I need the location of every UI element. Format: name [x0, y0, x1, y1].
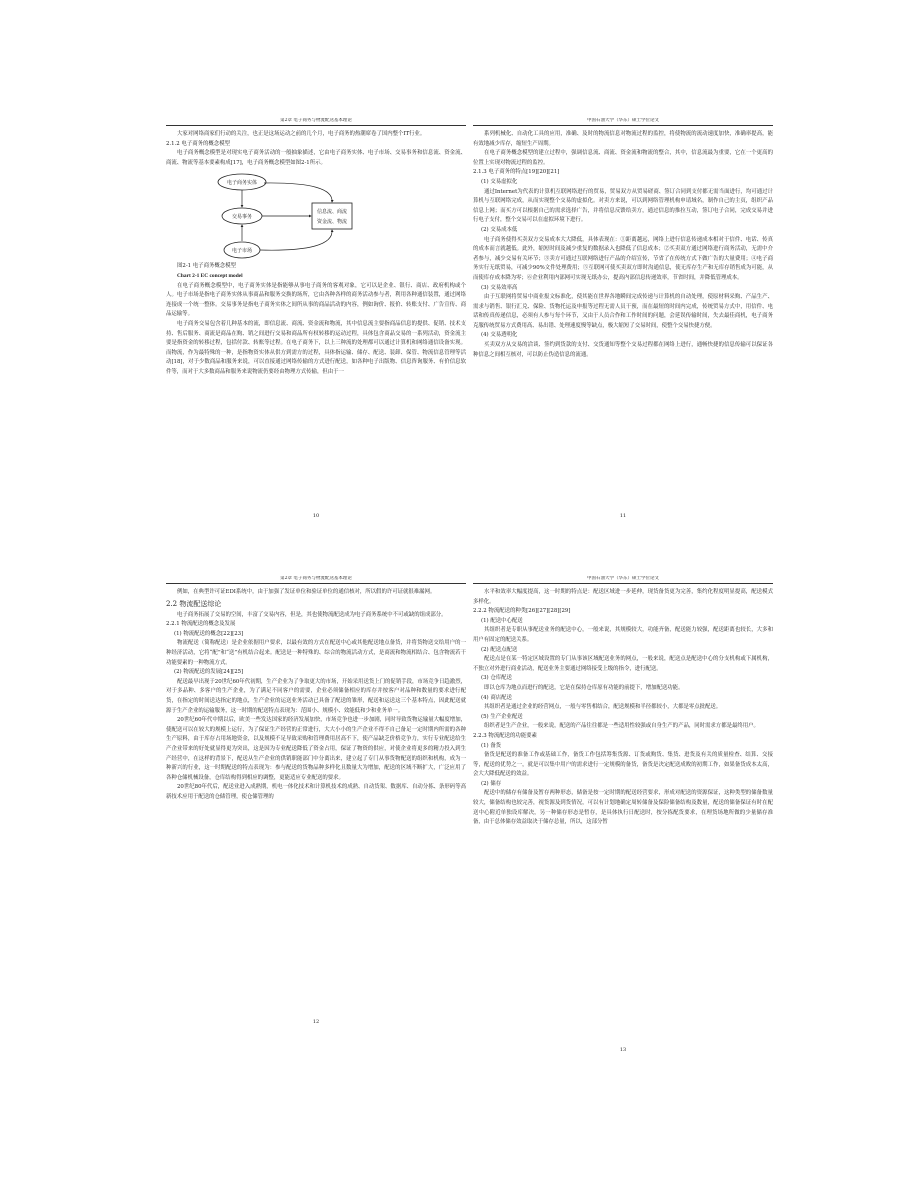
paragraph: 买卖双方从交易的洽谈、签约到货款的支付、交货通知等整个交易过程都在网络上进行，通畅快捷的信息传输可以保证各种信息之间相互核对，可以防止伪造信息的流通。: [473, 342, 773, 358]
subheading: (1) 配送中心配送: [481, 617, 523, 624]
paragraph: 在电子商务概念模型的建立过程中，强调信息流、商流、资金流和物流的整合，其中，信息流最为重要，它在一个更高的位置上实现对物流过程的监控。: [473, 150, 773, 166]
paragraph: 配送最早出现于20世纪60年代初期，生产企业为了争取更大的市场，开始采用送货上门的促销手段，市场竞争日趋激烈，对于多品种、多客户的生产企业，为了满足不同客户的需要，企业必须储备相应的库存并按客户对品种和数量的要求进行配货，在指定的时间送达指定的地点，生产企业的运送业务活动已具备了配送的雏形，配送和运送这三个基本特点，因此配送就源于生产企业的运输服务，这一时期的配送特点表现为：范围小、规模小、效能低和少和业务单一。: [166, 678, 466, 714]
section-heading: 2.2.1 物流配送的概念及发展: [166, 621, 236, 628]
paragraph: 通过Internet为代表的计算机互联网络进行的贸易，贸易双方从贸易磋商、签订合同到支付都无需当面进行，均可通过计算机与互联网络完成，从而实现整个交易的虚拟化。对卖方来说，可以到网络管理机构申请域名，制作自己的主页，组织产品信息上网；而买方可以根据自己的需求选择广告，并将信息反馈给卖方，通过信息的推拉互动，签订电子合同，完成交易并进行电子支付，整个交易可以在虚拟环境下进行。: [473, 188, 773, 224]
paragraph: 系列机械化、自动化工具的应用，准确、及时的物流信息对物流过程的监控，将使物流的流动速度加快，准确率提高，能有效地减少库存，缩短生产周期。: [473, 131, 773, 147]
paragraph: 其组织者是专职从事配送业务的配送中心，一般来说，其规模较大，功能齐备，配送能力较强，配送距离也较长，大多和用户有固定的配送关系。: [473, 627, 773, 643]
paragraph: 备货是配送的准备工作或基础工作，备货工作包括筹集货源、订货或购货、集货、进货及有关的质量检查、结算、交接等，配送的优势之一，就是可以集中用户的需求进行一定规模的备货，备货是决定配送成败的初期工作，如果备货成本太高，会大大降低配送的效益。: [473, 752, 773, 778]
section-heading: 2.1.3 电子商务的特点[19][20][21]: [473, 169, 560, 176]
paragraph: 组织者是生产企业，一般来说，配送的产品往往都是一些适用性较强或自身生产的产品，同时需求方都是最终用户。: [484, 723, 759, 730]
section-heading: 2.1.2 电子商务的概念模型: [166, 140, 230, 147]
node-transaction: 交易事务: [231, 214, 253, 221]
paragraph: 由于互联网将贸易中商业报文标准化，使其能在世界各地瞬间完成传递与计算机的自动处理，使原材料采购、产品生产、需求与销售、银行汇兑、保险、货物托运及申报等过程无需人员干预，而在最短的时间内完成，传统贸易方式中，用信件、电话和传真传递信息，必须有人参与每个环节，又由于人员合作和工作时间的问题，会延误传输时间，失去最佳商机，电子商务克服传统贸易方式费用高、易出错、处理速度慢等缺点，极大缩短了交易时间，使整个交易快捷方便。: [473, 294, 773, 329]
page-12: [166, 576, 466, 1056]
paragraph: 即以仓库为地点而进行的配送，它是在保持仓库原有功能的前提下，增加配送功能。: [484, 684, 684, 691]
node-market: 电子市场: [231, 248, 253, 255]
section-heading: 2.2 物流配送综论: [166, 599, 222, 608]
page-number: 12: [312, 1019, 320, 1025]
page-13: [473, 576, 773, 1056]
node-entity: 电子商务实体: [226, 180, 258, 187]
subheading: (3) 交易效率高: [481, 284, 518, 291]
paragraph: 物流配送（简称配送）是企业依据用户要求，以最有效的方式在配送中心或其他配送地点备货，并将货物送交给用户的一种经济活动，它将“配”和“送”有机结合起来。配送是一种特殊的、综合的物流活动方式，是商流和物流相结合、包含物流若干功能要素的一种物流方式。: [166, 640, 466, 666]
subheading: (2) 配送点配送: [481, 646, 518, 653]
running-header: 中国石油大学（华东）硕士学位论文: [473, 576, 773, 584]
paragraph: 20世纪60年代中期以后，欧美一些发达国家的经济发展加快，市场竞争也进一步加剧，同时导致货物运输量大幅度增加，使配送可以在较大的规模上运行，为了保证生产经营的正常进行，大大小小的生产企业不得不自己备足一定时期内所需的各种生产原料，由于库存占用场地资金，以及规模不足导致采购和管理费用居高不下，使产品缺乏价格竞争力，实行专业配送给生产企业带来的好处就显得更为突出，这是因为专业配送降低了资金占用，保证了物资的供应，对使企业将更多的精力投入到生产经营中，在这样的背景下，配送从生产企业的供销职能部门中分离出来，建立起了专门从事货物配送的组织和机构，成为一种新兴的行业，这一时期配送的特点表现为：参与配送的货物品种多样化且数量大为增加，配送的区域不断扩大，广泛应用了各种仓储机械设备，仓库结构得到相应的调整，更能适应专业配送的要求。: [166, 717, 466, 781]
paragraph: 电子商务交易包含着几种基本的流，即信息流、商流、资金流和物流，其中信息流主要指商品信息的提供、促销、技术支持、售后服务、商流是商品在购、销之间进行交易和商品所有权转移的运动过程，具体包含商品交易的一系列活动，资金流主要是指资金的转移过程，包括付款、转账等过程。在电子商务下，以上三种流的处理都可以通过计算机和网络通信设备实现。而物流，作为最特殊的一种，是指物资实体从供方到需方的过程，具体指运输、储存、配送、装卸、保管、物流信息管理等活动[18]，对于少数商品和服务来说，可以直接通过网络传输的方式进行配送，如各种电子出版物、信息咨询服务、有价信息软件等，而对于大多数商品和服务来说物流仍要经由物理方式传输，但由于一: [166, 320, 466, 375]
paragraph: 20世纪80年代后，配送业进入成熟期，机电一体化技术和计算机技术的成熟、自动货架、数据库、自动分拣、条形码等高新技术应用于配送的仓储管理，使仓储管理的: [166, 784, 466, 800]
subheading: (2) 物流配送的发展[24][25]: [174, 669, 244, 676]
figure-caption: 图2-1 电子商务概念模型: [177, 263, 236, 270]
node-info-flow: 信息流、商流: [316, 209, 348, 216]
section-heading: 2.2.3 物流配送的功能要素: [473, 732, 537, 739]
paragraph: 在电子商务概念模型中，电子商务实体是指能够从事电子商务的客观对象，它可以是企业、银行、商店、政府机构或个人。电子市场是指电子商务实体从事商品和服务交换的场所，它由各种各样的商务活动参与者，利用各种通信装置，通过网络连接成一个统一整体。交易事务是指电子商务实体之间所从事的商品活动的内容，例如询价、报价、转账支付、广告宣传、商品运输等。: [166, 282, 466, 318]
paragraph: 配送中的储存有储备及暂存两种形态，储备是按一定时期的配送经营要求，形成对配送的资源保证，这种类型的储备数量较大，储备结构也较完善，视货源及到货情况，可以有计划地确定周转储备及保险储备结构及数量，配送的储备保证有时在配送中心附近单独设库解决，另一种储存形态是暂存，是具体执行日配送时，按分拣配货要求，在理货场地所做的少量储存准备，由于总体储存效益取决于储存总量，所以，这部分暂: [473, 790, 773, 826]
paragraph: 例如，在典型许可证EDI系统中，由于加强了发证单位和验证单位的通信核对，所以假的许可证就很难漏网。: [177, 589, 436, 595]
node-capital-flow: 资金流、物流: [316, 219, 348, 226]
section-heading: 2.2.2 物流配送的种类[26][27][28][29]: [473, 608, 571, 615]
paragraph: 电子商务使得买卖双方交易成本大大降低，具体表现在：①距离越远，网络上进行信息传递成本相对于信件、电话、传真的成本而言就越低。此外，缩短时间及减少重复的数据录入也降低了信息成本；②买卖双方通过网络进行商务活动，无需中介者参与，减少交易有关环节；③卖方可通过互联网络进行产品的介绍宣传，节省了在传统方式下做广告的大量费用；④电子商务实行无纸贸易，可减少90%文件处理费用；⑤互联网可使买卖双方即时沟通信息，使无库存生产和无库存销售成为可能，从而使库存成本降为零；⑥企业利用内部网可实现无纸办公，提高内部信息传递效率，节省时间，并降低管理成本。: [473, 236, 773, 281]
subheading: (4) 交易透明化: [481, 332, 518, 339]
figure-caption-en: Chart 2-1 EC concept model: [177, 272, 243, 279]
paragraph: 电子商务概念模型是对现实电子商务活动的一般抽象描述，它由电子商务实体、电子市场、交易事务和信息流、资金流、商流、物流等基本要素构成[17]，电子商务概念模型如图2-1所示。: [166, 150, 466, 166]
paragraph: 水平和效率大幅度提高，这一时期的特点是：配送区域进一步延伸，现货备货更为完善，集约化程度明显提高，配送模式多样化。: [473, 589, 773, 605]
page-number: 13: [619, 1047, 627, 1053]
subheading: (1) 物流配送的概念[22][23]: [174, 630, 244, 637]
subheading: (2) 储存: [481, 780, 502, 787]
paragraph: 其组织者是通过企业的经营网点，一般与零售相结合，配送规模和半径都较小，大都是零点批配送。: [484, 704, 722, 711]
running-header: 第2章 电子商务与物流配送基本理论: [166, 118, 466, 126]
page-10: [166, 118, 466, 598]
paragraph: 电子商务拓展了交易的空间，丰富了交易内容，但是，其也使物流配送成为电子商务系统中不可或缺的组成部分。: [177, 611, 447, 618]
running-header: 第2章 电子商务与物流配送基本理论: [166, 576, 466, 584]
subheading: (3) 仓库配送: [481, 675, 512, 682]
subheading: (4) 商店配送: [481, 694, 512, 701]
paragraph: 大家对网络商家们行动的关注，也正是这场运动之前的几个月，电子商务的热潮席卷了国内整个IT行业。: [177, 131, 426, 137]
subheading: (1) 备货: [481, 742, 502, 749]
running-header: 中国石油大学（华东）硕士学位论文: [473, 118, 773, 126]
subheading: (2) 交易成本低: [481, 226, 518, 233]
page-11: [473, 118, 773, 598]
concept-model-diagram: [214, 170, 404, 262]
subheading: (5) 生产企业配送: [481, 713, 523, 720]
page-number: 11: [619, 513, 627, 519]
subheading: (1) 交易虚拟化: [481, 178, 518, 185]
paragraph: 配送点是在某一特定区域设置的专门从事该区域配送业务的网点，一般来说，配送点是配送中心的分支机构或下属机构，不独立对外进行商业活动，配送业务主要通过网络接受上级的指令，进行配送。: [473, 656, 773, 672]
page-number: 10: [312, 513, 320, 519]
